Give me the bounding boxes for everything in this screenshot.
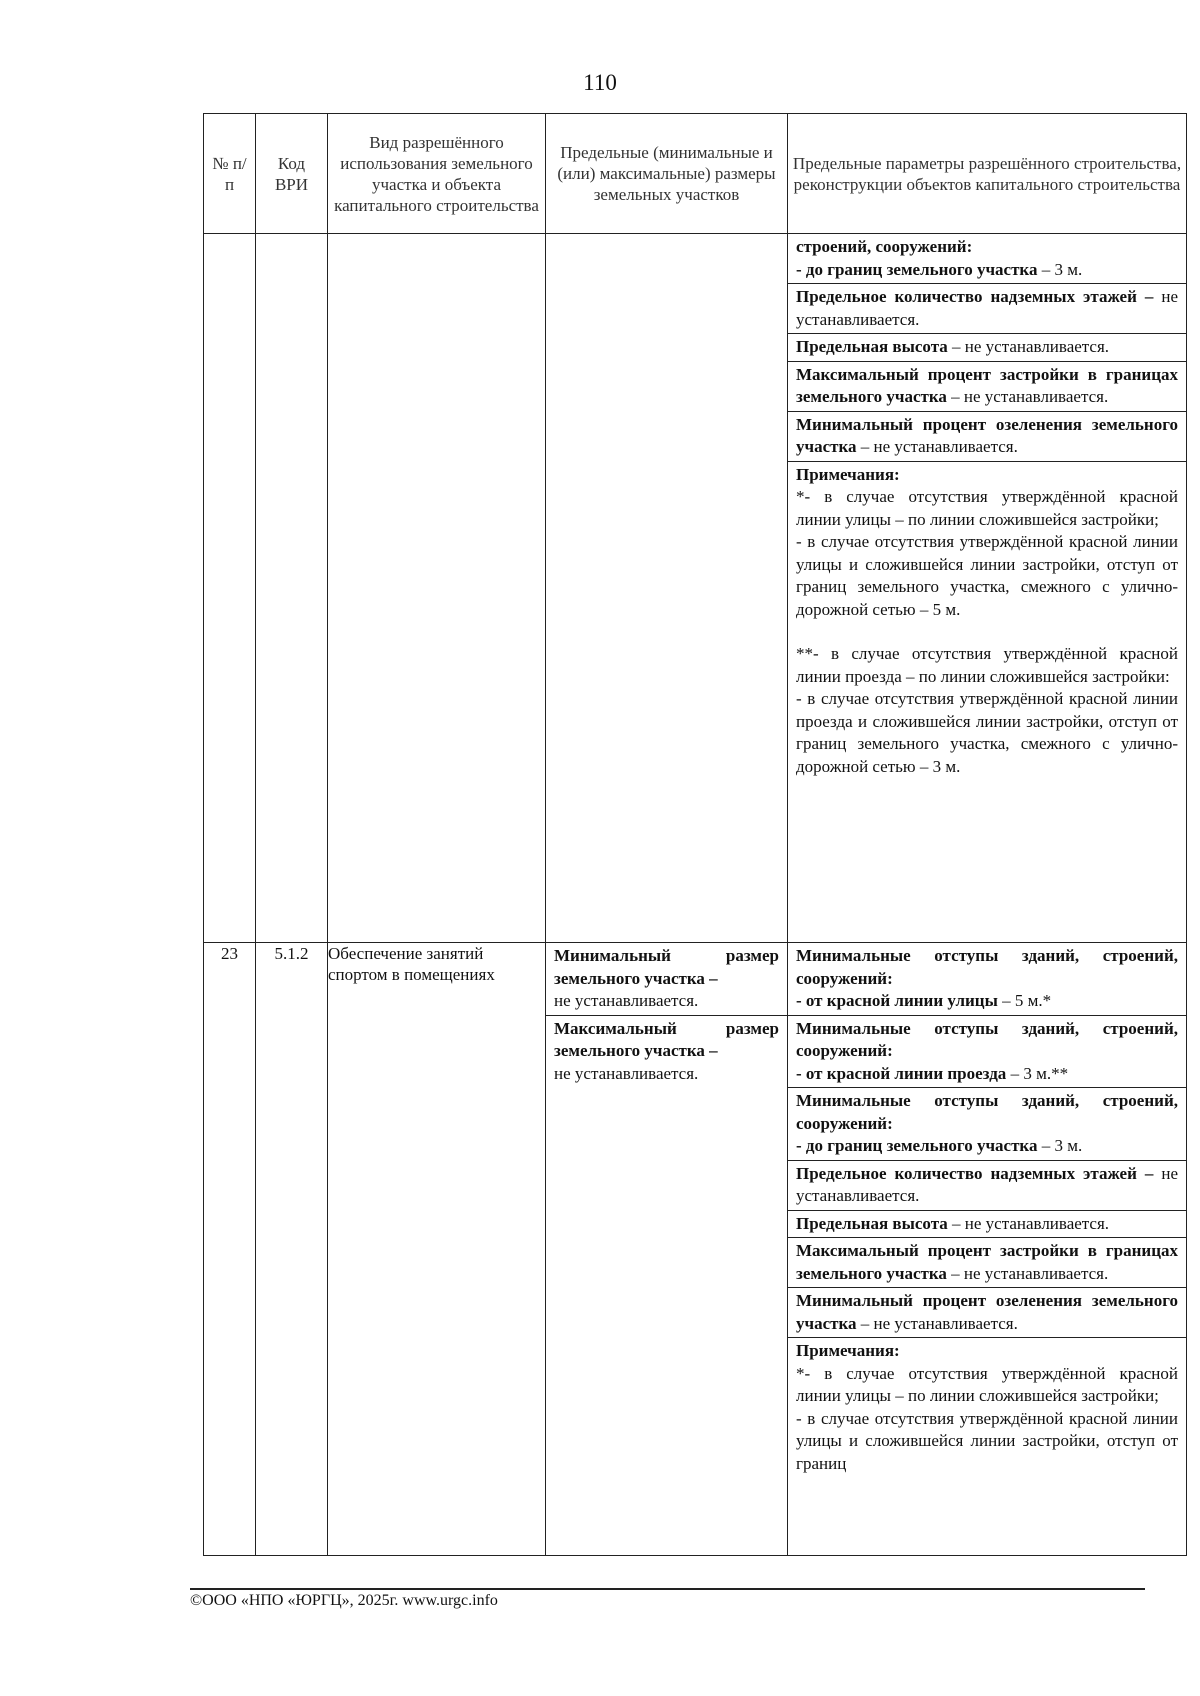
note-2: - в случае отсутствия утверждённой красной линии улицы и сложившейся линии застройки, отступ от границ bbox=[796, 1408, 1178, 1473]
zoning-table bbox=[203, 113, 1187, 1556]
notes-23: Примечания: *- в случае отсутствия утверждённой красной линии улицы – по линии сложившейся застройки; - в случае отсутствия утверждённой красной линии улицы и сложившейся линии застройки, отступ от границ bbox=[788, 1338, 1186, 1477]
header-parameters: Предельные параметры разрешённого строительства, реконструкции объектов капитального строительства bbox=[788, 114, 1187, 234]
parameters-cell bbox=[788, 234, 1187, 943]
table-row-continued bbox=[204, 234, 1187, 943]
footer-divider bbox=[190, 1588, 1145, 1590]
header-code: Код ВРИ bbox=[256, 114, 328, 234]
note-2: - в случае отсутствия утверждённой красной линии улицы и сложившейся линии застройки, отступ от границ земельного участка, смежного с улично-дорожной сетью – 5 м. bbox=[796, 532, 1178, 619]
param-green-percent: Минимальный процент озеленения земельного участка – не устанавливается. bbox=[788, 412, 1186, 462]
param-build-percent-23: Максимальный процент застройки в границах земельного участка – не устанавливается. bbox=[788, 1238, 1186, 1288]
page-number: 110 bbox=[583, 70, 617, 95]
plot-size-min: Минимальный размер земельного участка – не устанавливается. bbox=[546, 943, 787, 1016]
row-number: 23 bbox=[204, 943, 256, 1556]
plot-size-cell bbox=[546, 943, 788, 1556]
header-use-type: Вид разрешённого использования земельного участка и объекта капитального строительства bbox=[328, 114, 546, 234]
param-height-23: Предельная высота – не устанавливается. bbox=[788, 1211, 1186, 1239]
param-floors-23: Предельное количество надземных этажей – не устанавливается. bbox=[788, 1161, 1186, 1211]
param-build-percent: Максимальный процент застройки в границах земельного участка – не устанавливается. bbox=[788, 362, 1186, 412]
param-setback-driveway: Минимальные отступы зданий, строений, сооружений: - от красной линии проезда – 3 м.** bbox=[788, 1016, 1186, 1089]
param-green-percent-23: Минимальный процент озеленения земельного участка – не устанавливается. bbox=[788, 1288, 1186, 1338]
param-setback-boundary: строений, сооружений: - до границ земельного участка – 3 м. bbox=[788, 234, 1186, 284]
table-header-row bbox=[204, 114, 1187, 234]
param-floors: Предельное количество надземных этажей – не устанавливается. bbox=[788, 284, 1186, 334]
row-use-name: Обеспечение занятий спортом в помещениях bbox=[328, 943, 546, 1556]
table-row-23 bbox=[204, 943, 1187, 1556]
param-setback-boundary-23: Минимальные отступы зданий, строений, сооружений: - до границ земельного участка – 3 м. bbox=[788, 1088, 1186, 1161]
note-1: *- в случае отсутствия утверждённой красной линии улицы – по линии сложившейся застройки; bbox=[796, 487, 1178, 529]
footer-copyright: ©ООО «НПО «ЮРГЦ», 2025г. www.urgc.info bbox=[190, 1592, 498, 1609]
note-1: *- в случае отсутствия утверждённой красной линии улицы – по линии сложившейся застройки; bbox=[796, 1363, 1178, 1405]
param-setback-street: Минимальные отступы зданий, строений, сооружений: - от красной линии улицы – 5 м.* bbox=[788, 943, 1186, 1016]
note-3: **- в случае отсутствия утверждённой красной линии проезда – по линии сложившейся застройки: bbox=[796, 644, 1178, 686]
row-code: 5.1.2 bbox=[256, 943, 328, 1556]
note-4: - в случае отсутствия утверждённой красной линии проезда и сложившейся линии застройки, отступ от границ земельного участка, смежного с улично-дорожной сетью – 3 м. bbox=[796, 689, 1178, 776]
param-height: Предельная высота – не устанавливается. bbox=[788, 334, 1186, 362]
notes: Примечания: *- в случае отсутствия утверждённой красной линии улицы – по линии сложившейся застройки; - в случае отсутствия утверждённой красной линии улицы и сложившейся линии застройки, отступ от границ земельного участка, смежного с улично-дорожной сетью – 5 м. **- в случае отсутствия утверждённой красной линии проезда – по линии сложившейся застройки: - в случае отсутствия утверждённой красной линии проезда и сложившейся линии застройки, отступ от границ земельного участка, смежного с улично-дорожной сетью – 3 м. bbox=[788, 462, 1186, 781]
plot-size-max: Максимальный размер земельного участка – не устанавливается. bbox=[554, 1018, 779, 1083]
parameters-cell-23 bbox=[788, 943, 1187, 1556]
header-plot-size: Предельные (минимальные и (или) максимальные) размеры земельных участков bbox=[546, 114, 788, 234]
header-number: № п/п bbox=[204, 114, 256, 234]
